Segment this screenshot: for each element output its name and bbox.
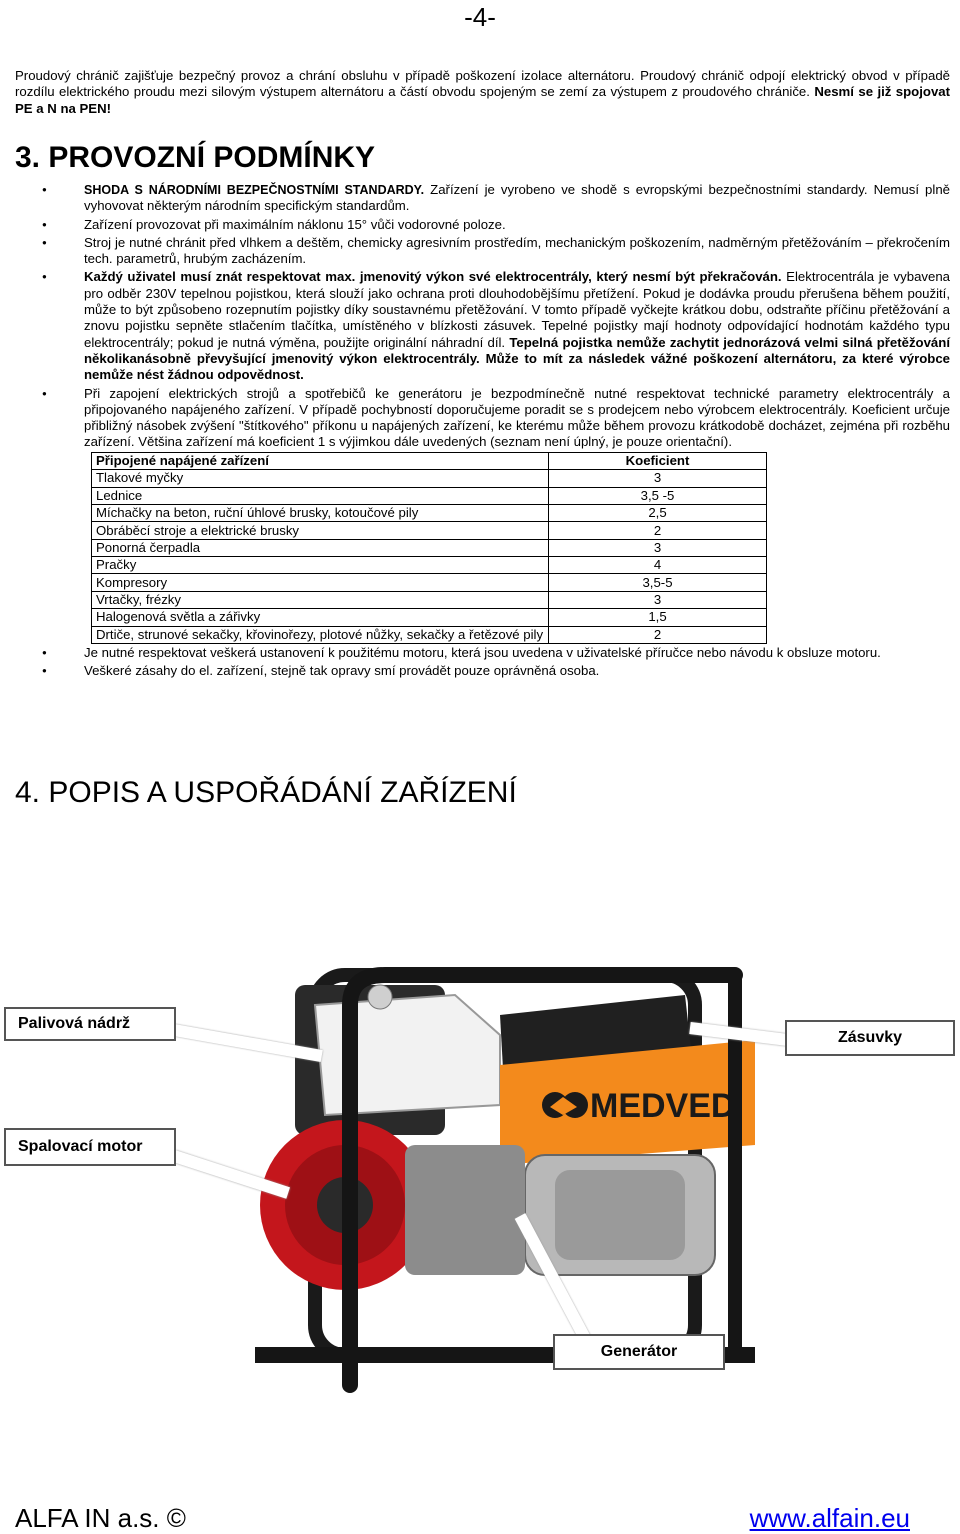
device-cell: Pračky xyxy=(92,557,549,574)
table-row xyxy=(92,487,767,504)
table-header-row xyxy=(92,452,767,469)
table-row xyxy=(92,539,767,556)
label-engine-text: Spalovací motor xyxy=(18,1137,143,1155)
label-sockets xyxy=(785,1020,955,1056)
power-warning: Každý uživatel musí znát respektovat max. jmenovitý výkon své elektrocentrály, který nesmí být překračován. xyxy=(84,269,782,285)
intro-text: Proudový chránič zajišťuje bezpečný provoz a chrání obsluhu v případě poškození izolace alternátoru. Proudový chránič odpojí elektrický obvod v případě rozdílu elektrického proudu mezi silovým výstupem alternátoru a částí obvodu spojeným se zemí za výstupem z proudového chrániče. xyxy=(15,68,950,100)
table-row xyxy=(92,557,767,574)
label-generator xyxy=(553,1334,725,1370)
device-cell: Drtiče, strunové sekačky, křovinořezy, plotové nůžky, sekačky a řetězové pily xyxy=(92,626,549,643)
device-cell: Vrtačky, frézky xyxy=(92,591,549,608)
footer-company: ALFA IN a.s. © xyxy=(15,1503,186,1533)
device-cell: Kompresory xyxy=(92,574,549,591)
operating-conditions-list xyxy=(40,182,950,682)
coefficient-cell: 4 xyxy=(549,557,767,574)
device-cell: Míchačky na beton, ruční úhlové brusky, kotoučové pily xyxy=(92,504,549,521)
coefficient-cell: 2 xyxy=(549,626,767,643)
label-engine xyxy=(4,1128,176,1166)
coefficient-cell: 2 xyxy=(549,522,767,539)
brand-text: MEDVED xyxy=(590,1087,736,1125)
label-fuel-tank xyxy=(4,1007,176,1041)
coefficient-cell: 3 xyxy=(549,539,767,556)
alternator-body xyxy=(555,1170,685,1260)
coefficient-cell: 3,5 -5 xyxy=(549,487,767,504)
table-row xyxy=(92,522,767,539)
table-row xyxy=(92,470,767,487)
table-header-coefficient: Koeficient xyxy=(549,452,767,469)
label-fuel-tank-text: Palivová nádrž xyxy=(18,1014,131,1032)
coefficient-cell: 3,5-5 xyxy=(549,574,767,591)
table-header-device: Připojené napájené zařízení xyxy=(92,452,549,469)
device-cell: Lednice xyxy=(92,487,549,504)
label-sockets-text: Zásuvky xyxy=(837,1028,903,1046)
intro-warning: Nesmí se již spojovat PE a N na PEN! xyxy=(15,84,951,116)
list-item xyxy=(40,386,950,644)
table-row xyxy=(92,609,767,626)
device-cell: Ponorná čerpadla xyxy=(92,539,549,556)
intro-paragraph xyxy=(15,68,950,117)
coefficient-text: Při zapojení elektrických strojů a spotřebičů ke generátoru je bezpodmínečně nutné respektovat technické parametry elektrocentrály a připojovaného napájeného zařízení. V případě pochybností doporučujeme poradit se s prodejcem nebo výrobcem elektrocentrály. Koeficient určuje přibližný násobek zvýšení "štítkového" příkonu u napájených zařízení, ke kterému může během provozu krátkodobě docházet, zejména při rozběhu zařízení. Většina zařízení má koeficient 1 s výjimkou dále uvedených (seznam není úplný, je pouze orientační). xyxy=(84,385,950,450)
coefficient-cell: 3 xyxy=(549,591,767,608)
coefficient-table xyxy=(91,452,767,644)
fuse-warning: Tepelná pojistka nemůže zachytit jednorázová velmi silná přetěžování několikanásobně převyšující jmenovitý výkon elektrocentrály. Může to mít za následek vážné poškození alternátoru, za které výrobce nemůže nést žádnou odpovědnost. xyxy=(84,334,950,383)
list-item xyxy=(40,269,950,383)
footer-website-link[interactable]: www.alfain.eu xyxy=(749,1503,910,1533)
standards-text: Zařízení je vyrobeno ve shodě s evropskými bezpečnostními standardy. Nemusí plně vyhovovat některým národním specifickým standardům. xyxy=(84,182,950,214)
section-4-title: 4. POPIS A USPOŘÁDÁNÍ ZAŘÍZENÍ xyxy=(15,776,517,809)
list-item: ● Zařízení provozovat při maximálním náklonu 15° vůči vodorovné poloze. xyxy=(40,217,950,233)
list-item: ● Stroj je nutné chránit před vlhkem a deštěm, chemicky agresivním prostředím, mechanickým poškozením, nadměrným přetěžováním – překročením tech. parametrů, hrubým zacházením. xyxy=(40,235,950,268)
device-cell: Obráběcí stroje a elektrické brusky xyxy=(92,522,549,539)
standards-heading: SHODA S NÁRODNÍMI BEZPEČNOSTNÍMI STANDARDY. xyxy=(84,183,425,197)
list-item: ● Je nutné respektovat veškerá ustanovení k použitému motoru, která jsou uvedena v uživatelské příručce nebo návodu k obsluze motoru. xyxy=(40,645,950,661)
coefficient-cell: 1,5 xyxy=(549,609,767,626)
fuse-text: Elektrocentrála je vybavena pro odběr 230V tepelnou pojistkou, která slouží jako ochrana proti dlouhodobějšímu přetížení. Pokud je dodávka proudu přerušena během použití, může to být způsobeno rozepnutím pojistky díky soustavnému přetěžování. V tomto případě vyčkejte krátkou dobu, odstraňte příčinu přetěžování a znovu pojistku sepněte stlačením tlačítka, umístěného v blízkosti zásuvek. Tepelné pojistky mají hodnoty odpovídající hodnotám každého typu elektrocentrály; pokud je nutná výměna, použijte originální náhradní díl. xyxy=(84,269,951,350)
device-cell: Tlakové myčky xyxy=(92,470,549,487)
label-generator-text: Generátor xyxy=(600,1342,678,1360)
fuel-cap xyxy=(368,985,392,1009)
coefficient-cell: 3 xyxy=(549,470,767,487)
table-row xyxy=(92,504,767,521)
list-item: ● Veškeré zásahy do el. zařízení, stejně tak opravy smí provádět pouze oprávněná osoba. xyxy=(40,663,950,679)
list-item xyxy=(40,182,950,215)
page-number: -4- xyxy=(464,2,496,32)
crankcase xyxy=(405,1145,525,1275)
coefficient-cell: 2,5 xyxy=(549,504,767,521)
section-3-title: 3. PROVOZNÍ PODMÍNKY xyxy=(15,141,376,174)
device-cell: Halogenová světla a zářivky xyxy=(92,609,549,626)
table-row xyxy=(92,591,767,608)
table-row xyxy=(92,626,767,643)
table-row xyxy=(92,574,767,591)
